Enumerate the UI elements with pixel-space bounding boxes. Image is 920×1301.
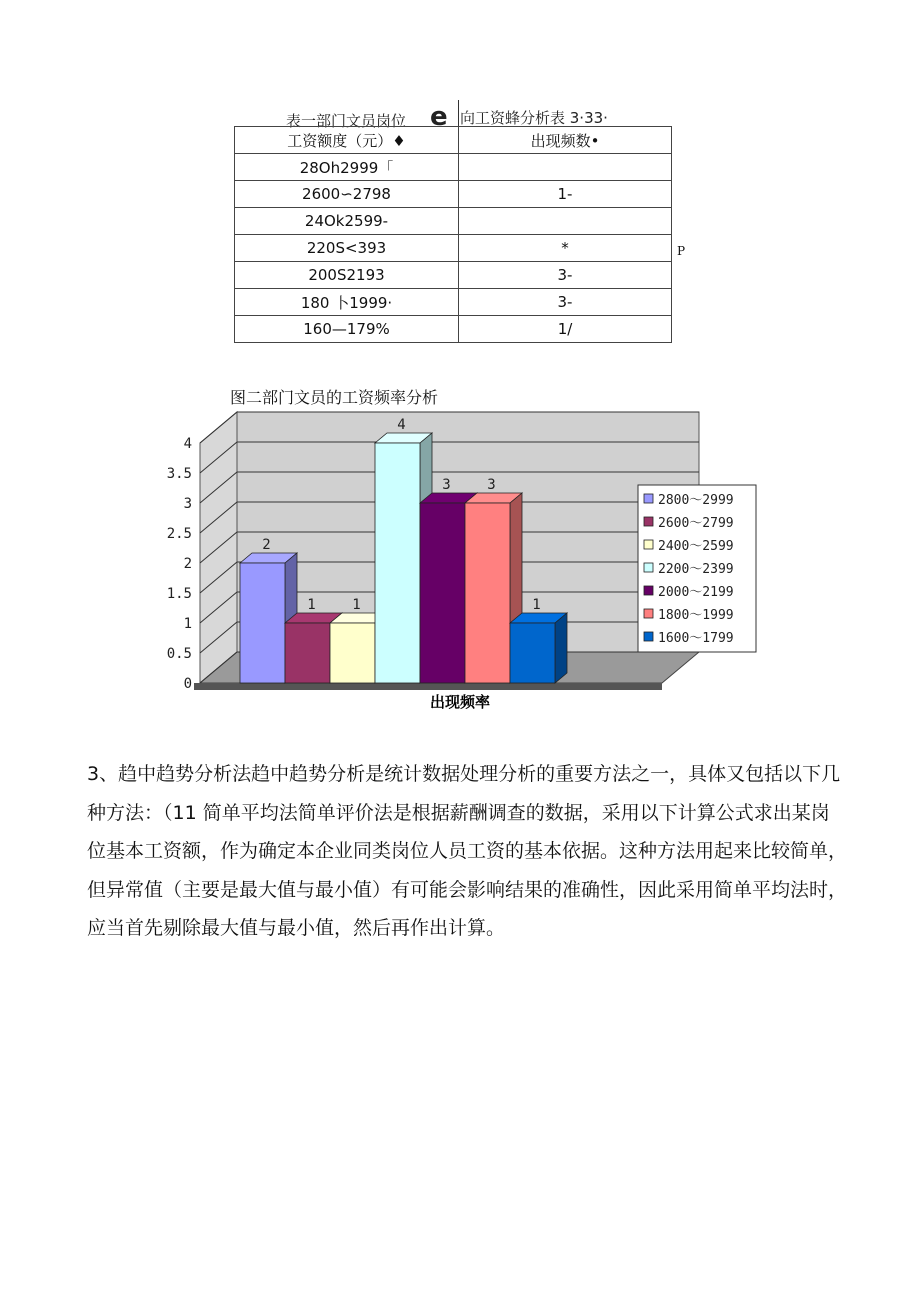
table-title-part3: 向工资蜂分析表 3·33· xyxy=(460,109,608,127)
body-paragraph: 3、趋中趋势分析法趋中趋势分析是统计数据处理分析的重要方法之一，具体又包括以下几种方法：（11 简单平均法简单评价法是根据薪酬调查的数据，采用以下计算公式求出某岗位基本工资额，作为确定本企业同类岗位人员工资的基本依据。这种方法用起来比较简单，但异常值（主要是最大值与最小值）有可能会影响结果的准确性，因此采用简单平均法时，应当首先剔除最大值与最小值，然后再作出计算。 xyxy=(87,763,848,940)
table-row xyxy=(235,235,672,262)
legend-swatch xyxy=(644,632,653,641)
y-tick-label: 2.5 xyxy=(166,526,192,542)
stray-mark: P xyxy=(677,244,686,258)
data-label: 4 xyxy=(397,417,406,433)
legend-label: 2000～2199 xyxy=(658,585,734,600)
salary-range-cell: 220S<393 xyxy=(235,235,459,262)
x-axis-label: 出现频率 xyxy=(429,693,491,711)
frequency-cell xyxy=(459,208,672,235)
y-tick-label: 3.5 xyxy=(166,466,192,482)
legend-label: 2800～2999 xyxy=(658,493,734,508)
legend-swatch xyxy=(644,563,653,572)
salary-range-cell: 24Ok2599- xyxy=(235,208,459,235)
bar-side xyxy=(555,613,567,683)
salary-range-cell: 180 卜1999· xyxy=(235,289,459,316)
bar-front xyxy=(285,623,330,683)
legend-label: 2200～2399 xyxy=(658,562,734,577)
title-divider xyxy=(458,100,459,127)
legend-label: 2400～2599 xyxy=(658,539,734,554)
y-tick-label: 1.5 xyxy=(166,586,192,602)
table-row xyxy=(235,181,672,208)
chart-legend xyxy=(638,485,756,652)
table-title-glyph: e xyxy=(430,102,448,132)
frequency-cell: * xyxy=(459,235,672,262)
bar-front xyxy=(465,503,510,683)
bar-front xyxy=(510,623,555,683)
legend-swatch xyxy=(644,586,653,595)
data-label: 3 xyxy=(487,477,496,493)
frequency-cell xyxy=(459,154,672,181)
salary-table xyxy=(234,126,672,343)
chart-floor-edge xyxy=(194,683,662,690)
legend-label: 1600～1799 xyxy=(658,631,734,646)
legend-swatch xyxy=(644,494,653,503)
bar-front xyxy=(240,563,285,683)
frequency-cell: 3- xyxy=(459,262,672,289)
data-label: 1 xyxy=(532,597,541,613)
y-tick-label: 3 xyxy=(183,496,192,512)
frequency-cell: 3- xyxy=(459,289,672,316)
data-label: 1 xyxy=(307,597,316,613)
table-header-row xyxy=(235,127,672,154)
salary-range-cell: 28Oh2999「 xyxy=(235,154,459,181)
y-tick-label: 2 xyxy=(183,556,192,572)
frequency-chart xyxy=(150,410,770,715)
table-title-part1: 表一部门文员岗位 xyxy=(286,112,407,130)
data-label: 3 xyxy=(442,477,451,493)
frequency-cell: 1/ xyxy=(459,316,672,343)
table-row xyxy=(235,262,672,289)
data-label: 1 xyxy=(352,597,361,613)
salary-range-cell: 2600∽2798 xyxy=(235,181,459,208)
y-tick-label: 0 xyxy=(183,676,192,692)
table-row xyxy=(235,154,672,181)
legend-swatch xyxy=(644,540,653,549)
frequency-cell: 1- xyxy=(459,181,672,208)
bar-front xyxy=(420,503,465,683)
legend-swatch xyxy=(644,517,653,526)
data-label: 2 xyxy=(262,537,271,553)
header-salary-range: 工资额度（元）♦ xyxy=(235,127,459,154)
legend-label: 2600～2799 xyxy=(658,516,734,531)
bar-7 xyxy=(510,613,567,683)
bar-front xyxy=(330,623,375,683)
table-row xyxy=(235,316,672,343)
legend-label: 1800～1999 xyxy=(658,608,734,623)
figure-caption: 图二部门文员的工资频率分析 xyxy=(230,388,439,407)
salary-range-cell: 200S2193 xyxy=(235,262,459,289)
y-tick-label: 0.5 xyxy=(166,646,192,662)
bar-front xyxy=(375,443,420,683)
header-frequency: 出现频数• xyxy=(459,127,672,154)
legend-swatch xyxy=(644,609,653,618)
salary-range-cell: 160—179% xyxy=(235,316,459,343)
y-tick-label: 4 xyxy=(183,436,192,452)
table-row xyxy=(235,289,672,316)
y-tick-label: 1 xyxy=(183,616,192,632)
table-row xyxy=(235,208,672,235)
